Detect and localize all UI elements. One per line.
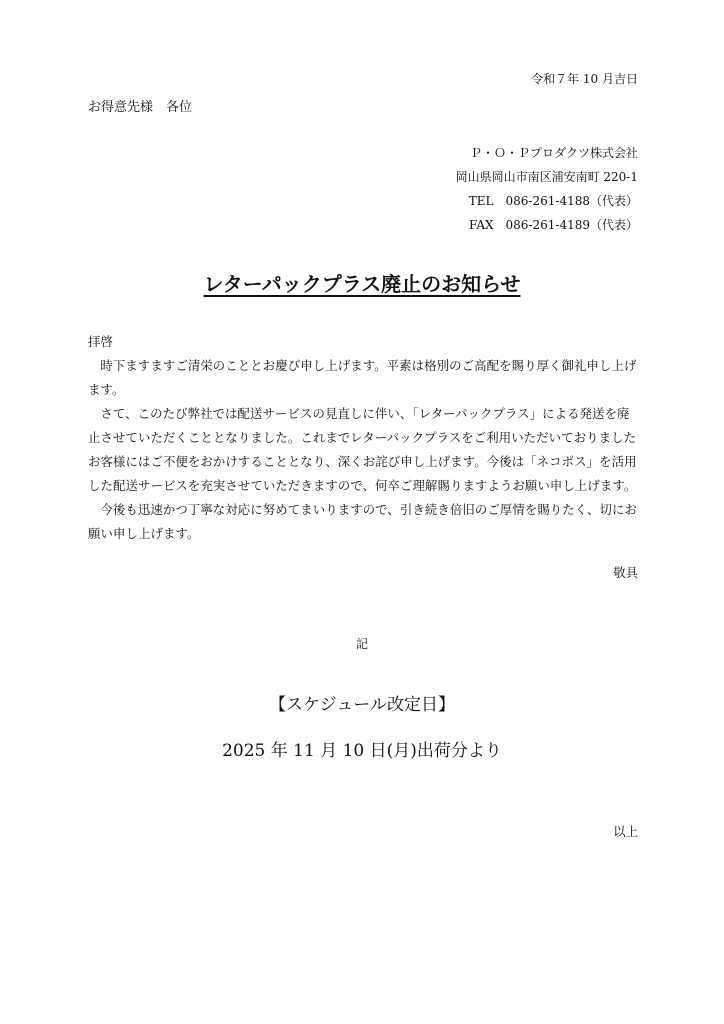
record-marker: 記 xyxy=(355,637,368,651)
end-marker: 以上 xyxy=(613,824,638,839)
recipient: お得意先様 各位 xyxy=(88,100,193,115)
schedule-date: 2025 年 11 月 10 日(月)出荷分より xyxy=(222,741,502,761)
letter-body xyxy=(88,330,640,546)
sender-company: Ｐ・Ｏ・Ｐプロダクツ株式会社 xyxy=(469,146,638,160)
body-paragraph-2: さて、このたび弊社では配送サービスの見直しに伴い、「レターパックプラス」による発送を廃止させていただくこととなりました。これまでレターパックプラスをご利用いただいておりましたお客様にはご不便をおかけすることとなり、深くお詫び申し上げます。今後は「ネコポス」を活用した配送サービスを充実させていただきますので、何卒ご理解賜りますようお願い申し上げます。 xyxy=(88,406,637,493)
sender-tel: TEL 086-261-4188（代表） xyxy=(468,194,638,208)
body-paragraph-1: 時下ますますご清栄のこととお慶び申し上げます。平素は格別のご高配を賜り厚く御礼申し上げます。 xyxy=(88,358,637,397)
opening-greeting: 拝啓 xyxy=(88,334,113,349)
letter-date: 令和７年 10 月吉日 xyxy=(531,72,638,86)
notice-title-wrapper xyxy=(0,268,724,297)
schedule-heading: 【スケジュール改定日】 xyxy=(269,695,455,715)
sender-address: 岡山県岡山市南区浦安南町 220-1 xyxy=(455,170,638,184)
notice-title: レターパックプラス廃止のお知らせ xyxy=(203,272,521,296)
closing-phrase: 敬具 xyxy=(613,565,638,580)
sender-block xyxy=(456,141,638,237)
sender-fax: FAX 086-261-4189（代表） xyxy=(469,218,638,232)
body-paragraph-3: 今後も迅速かつ丁寧な対応に努めてまいりますので、引き続き倍旧のご厚情を賜りたく、切にお願い申し上げます。 xyxy=(88,502,637,541)
